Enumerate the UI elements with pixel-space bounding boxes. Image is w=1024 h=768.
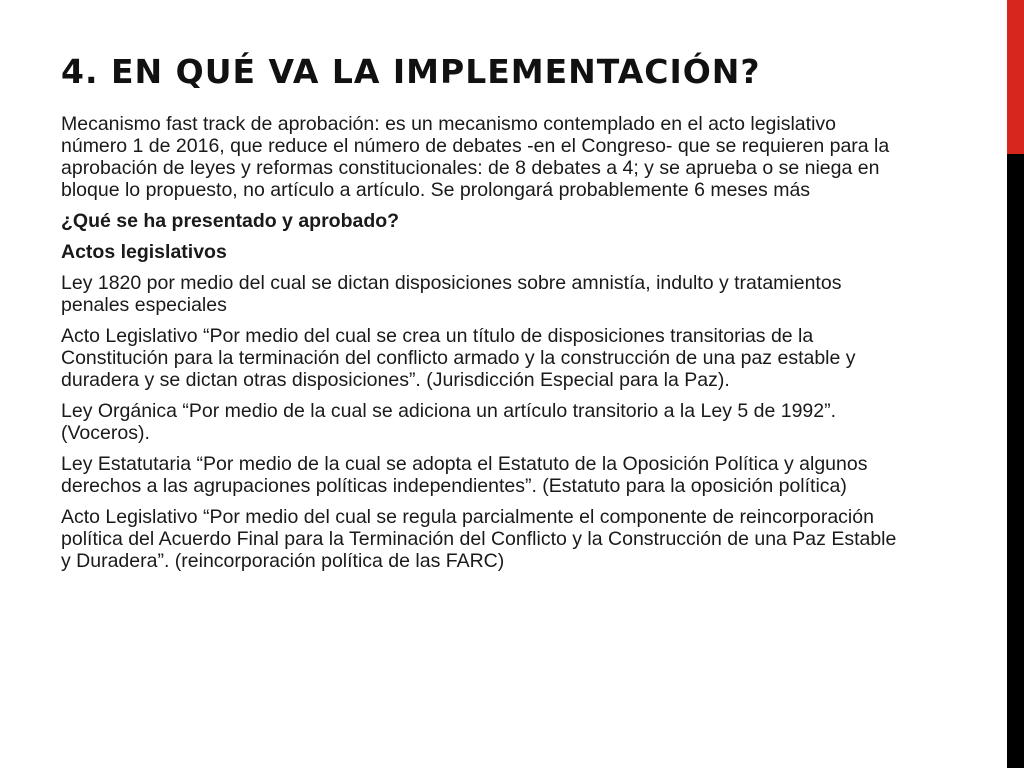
paragraph-reincorporacion: Acto Legislativo “Por medio del cual se regula parcialmente el componente de reincorporación política del Acuerdo Final para la Terminación del Conflicto y la Construcción de una Paz Estable y Duradera”. (reincorporación política de las FARC) [61, 506, 897, 572]
accent-bar-black [1007, 154, 1024, 768]
accent-bar-red [1007, 0, 1024, 154]
accent-side-bar [1007, 0, 1024, 768]
slide-title: 4. EN QUÉ VA LA IMPLEMENTACIÓN? [61, 52, 761, 91]
heading-legislative-acts: Actos legislativos [61, 241, 227, 263]
paragraph-ley-1820: Ley 1820 por medio del cual se dictan disposiciones sobre amnistía, indulto y tratamientos penales especiales [61, 272, 842, 316]
slide-body [61, 113, 901, 581]
paragraph-jurisdiccion-especial: Acto Legislativo “Por medio del cual se crea un título de disposiciones transitorias de la Constitución para la terminación del conflicto armado y la construcción de una paz estable y duradera y se dictan otras disposiciones”. (Jurisdicción Especial para la Paz). [61, 325, 856, 391]
paragraph-ley-organica: Ley Orgánica “Por medio de la cual se adiciona un artículo transitorio a la Ley 5 de 1992”. (Voceros). [61, 400, 837, 444]
paragraph-fast-track: Mecanismo fast track de aprobación: es un mecanismo contemplado en el acto legislativo número 1 de 2016, que reduce el número de debates -en el Congreso- que se requieren para la aprobación de leyes y reformas constitucionales: de 8 debates a 4; y se aprueba o se niega en bloque lo propuesto, no artículo a artículo. Se prolongará probablemente 6 meses más [61, 113, 890, 201]
paragraph-ley-estatutaria: Ley Estatutaria “Por medio de la cual se adopta el Estatuto de la Oposición Política y algunos derechos a las agrupaciones políticas independientes”. (Estatuto para la oposición política) [61, 453, 868, 497]
heading-presented-approved: ¿Qué se ha presentado y aprobado? [61, 210, 400, 232]
